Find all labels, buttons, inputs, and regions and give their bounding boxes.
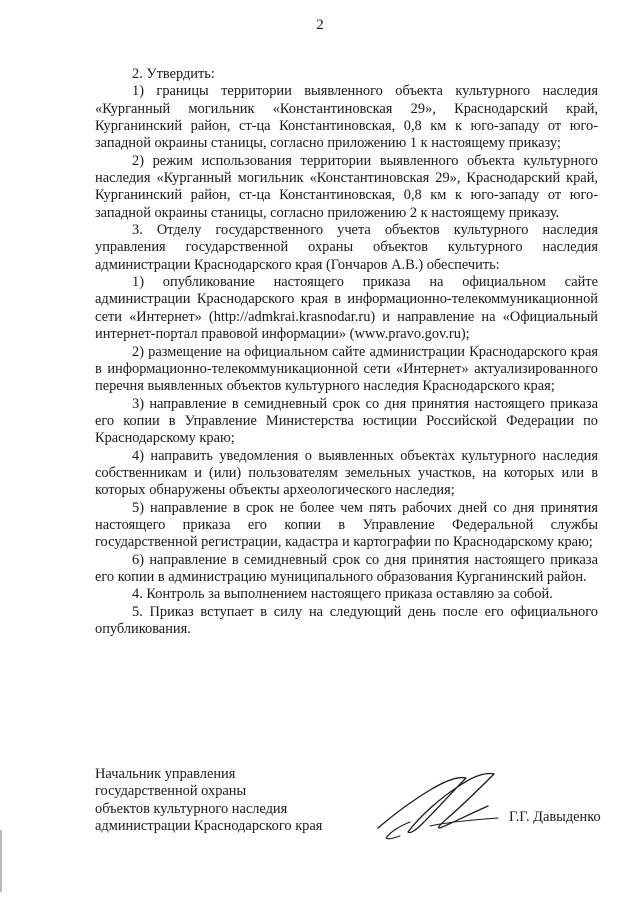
- paragraph-task-4: 4) направить уведомления о выявленных объектах культурного наследия собственникам и (или) пользователям земельных участков, на которых или в которых обнаружены объекты археологического наследия;: [95, 447, 598, 499]
- paragraph-approve-2: 2) режим использования территории выявленного объекта культурного наследия «Курганный могильник «Константиновская 29», Краснодарский край, Курганинский район, ст-ца Константиновская, 0,8 км к юго-западу от юго-западной окраины станицы, согласно приложению 2 к настоящему приказу.: [95, 152, 598, 221]
- paragraph-effective: 5. Приказ вступает в силу на следующий день после его официального опубликования.: [95, 603, 598, 637]
- signer-title-line: объектов культурного наследия: [95, 800, 288, 817]
- handwritten-signature: [370, 766, 515, 846]
- paragraph-task-3: 3) направление в семидневный срок со дня принятия настоящего приказа его копии в Управление Министерства юстиции Российской Федерации по Краснодарскому краю;: [95, 395, 598, 447]
- paragraph-department-task: 3. Отделу государственного учета объектов культурного наследия управления государственной охраны объектов культурного наследия администрации Краснодарского края (Гончаров А.В.) обеспечить:: [95, 222, 598, 273]
- scan-edge-mark: [0, 830, 2, 892]
- paragraph-task-2: 2) размещение на официальном сайте администрации Краснодарского края в информационно-телекоммуникационной сети «Интернет» актуализированного перечня выявленных объектов культурного наследия Краснодарского края;: [95, 343, 598, 395]
- paragraph-task-5: 5) направление в срок не более чем пять рабочих дней со дня принятия настоящего приказа его копии в Управление Федеральной службы государственной регистрации, кадастра и картографии по Краснодарскому краю;: [95, 499, 598, 551]
- signer-title-line: администрации Краснодарского края: [95, 817, 323, 834]
- paragraph-control: 4. Контроль за выполнением настоящего приказа оставляю за собой.: [132, 586, 553, 603]
- paragraph-task-1: 1) опубликование настоящего приказа на официальном сайте администрации Краснодарского края в информационно-телекоммуникационной сети «Интернет» (http://admkrai.krasnodar.ru) и направление на «Официальный интернет-портал правовой информации» (www.pravo.gov.ru);: [95, 274, 598, 343]
- signer-name: Г.Г. Давыденко: [509, 809, 601, 825]
- signer-title-line: Начальник управления: [95, 766, 236, 782]
- signer-title-line: государственной охраны: [95, 783, 247, 800]
- document-body: [95, 66, 598, 638]
- signature-block: [95, 766, 605, 846]
- paragraph-approve-1: 1) границы территории выявленного объекта культурного наследия «Курганный могильник «Константиновская 29», Краснодарский край, Курганинский район, ст-ца Константиновская, 0,8 км к юго-западу от юго-западной окраины станицы, согласно приложению 1 к настоящему приказу;: [95, 83, 598, 152]
- page-number: 2: [316, 17, 324, 33]
- paragraph-approve: 2. Утвердить:: [132, 66, 215, 82]
- paragraph-task-6: 6) направление в семидневный срок со дня принятия настоящего приказа его копии в администрацию муниципального образования Курганинский район.: [95, 551, 598, 585]
